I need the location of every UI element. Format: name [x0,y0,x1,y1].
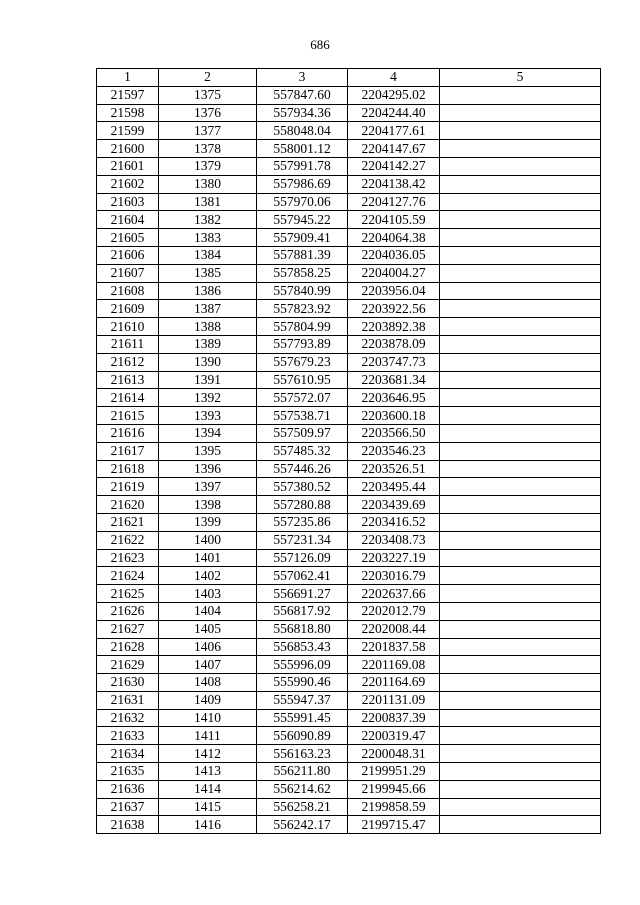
table-cell-col-3: 557793.89 [257,335,348,353]
table-cell-col-2: 1387 [159,300,257,318]
table-cell-col-5 [440,602,601,620]
table-cell-col-2: 1385 [159,264,257,282]
table-cell-col-5 [440,335,601,353]
table-cell-col-5 [440,549,601,567]
table-cell-col-5 [440,193,601,211]
table-row [97,104,601,122]
table-cell-col-2: 1395 [159,442,257,460]
table-cell-col-2: 1403 [159,585,257,603]
table-row [97,353,601,371]
table-cell-col-4: 2203016.79 [348,567,440,585]
table-cell-col-2: 1406 [159,638,257,656]
table-cell-col-4: 2204105.59 [348,211,440,229]
table-row [97,389,601,407]
table-cell-col-5 [440,531,601,549]
table-cell-col-5 [440,620,601,638]
table-cell-col-2: 1388 [159,318,257,336]
table-cell-col-4: 2203747.73 [348,353,440,371]
table-cell-col-2: 1413 [159,763,257,781]
table-cell-col-1: 21605 [97,229,159,247]
table-cell-col-5 [440,496,601,514]
table-cell-col-3: 557934.36 [257,104,348,122]
table-cell-col-2: 1397 [159,478,257,496]
table-cell-col-5 [440,763,601,781]
table-cell-col-4: 2204004.27 [348,264,440,282]
table-cell-col-1: 21620 [97,496,159,514]
table-cell-col-1: 21600 [97,140,159,158]
table-cell-col-3: 556817.92 [257,602,348,620]
table-cell-col-4: 2203227.19 [348,549,440,567]
table-row [97,442,601,460]
table-cell-col-2: 1391 [159,371,257,389]
table-cell-col-3: 557538.71 [257,407,348,425]
table-cell-col-1: 21615 [97,407,159,425]
table-cell-col-5 [440,816,601,834]
table-cell-col-2: 1415 [159,798,257,816]
table-cell-col-1: 21601 [97,157,159,175]
table-row [97,567,601,585]
table-cell-col-2: 1392 [159,389,257,407]
table-cell-col-4: 2204295.02 [348,86,440,104]
column-header-2: 2 [159,69,257,87]
table-cell-col-5 [440,246,601,264]
table-cell-col-3: 556258.21 [257,798,348,816]
table-cell-col-2: 1377 [159,122,257,140]
table-cell-col-3: 556163.23 [257,745,348,763]
table-row [97,656,601,674]
table-cell-col-3: 557485.32 [257,442,348,460]
table-row [97,585,601,603]
table-cell-col-5 [440,709,601,727]
table-cell-col-3: 557970.06 [257,193,348,211]
table-row [97,229,601,247]
table-row [97,709,601,727]
table-cell-col-3: 557509.97 [257,424,348,442]
table-cell-col-4: 2204142.27 [348,157,440,175]
table-cell-col-4: 2203439.69 [348,496,440,514]
table-header [97,69,601,87]
table-cell-col-1: 21612 [97,353,159,371]
table-cell-col-3: 556214.62 [257,780,348,798]
table-cell-col-1: 21623 [97,549,159,567]
table-cell-col-4: 2203956.04 [348,282,440,300]
table-cell-col-1: 21599 [97,122,159,140]
table-cell-col-4: 2203408.73 [348,531,440,549]
table-row [97,513,601,531]
table-row [97,620,601,638]
table-cell-col-3: 557945.22 [257,211,348,229]
table-row [97,602,601,620]
table-cell-col-4: 2204064.38 [348,229,440,247]
table-cell-col-4: 2203878.09 [348,335,440,353]
table-row [97,300,601,318]
table-cell-col-3: 557679.23 [257,353,348,371]
table-cell-col-1: 21610 [97,318,159,336]
table-row [97,674,601,692]
table-cell-col-5 [440,798,601,816]
table-cell-col-1: 21627 [97,620,159,638]
table-cell-col-4: 2204177.61 [348,122,440,140]
table-cell-col-2: 1380 [159,175,257,193]
table-cell-col-5 [440,745,601,763]
table-cell-col-1: 21631 [97,691,159,709]
table-cell-col-1: 21632 [97,709,159,727]
table-cell-col-4: 2203526.51 [348,460,440,478]
header-row [97,69,601,87]
table-row [97,246,601,264]
table-cell-col-4: 2199951.29 [348,763,440,781]
table-cell-col-3: 556242.17 [257,816,348,834]
table-cell-col-3: 555947.37 [257,691,348,709]
table-cell-col-1: 21621 [97,513,159,531]
table-cell-col-1: 21598 [97,104,159,122]
table-cell-col-4: 2204147.67 [348,140,440,158]
table-cell-col-3: 555996.09 [257,656,348,674]
table-cell-col-1: 21629 [97,656,159,674]
table-cell-col-3: 557847.60 [257,86,348,104]
table-row [97,175,601,193]
table-cell-col-4: 2203495.44 [348,478,440,496]
table-cell-col-5 [440,211,601,229]
table-cell-col-4: 2199945.66 [348,780,440,798]
table-cell-col-1: 21636 [97,780,159,798]
table-cell-col-5 [440,674,601,692]
table-cell-col-3: 557231.34 [257,531,348,549]
table-cell-col-1: 21638 [97,816,159,834]
table-body [97,86,601,833]
table-cell-col-2: 1405 [159,620,257,638]
table-cell-col-5 [440,371,601,389]
table-row [97,335,601,353]
table-cell-col-2: 1390 [159,353,257,371]
table-cell-col-5 [440,585,601,603]
table-cell-col-2: 1410 [159,709,257,727]
table-row [97,496,601,514]
table-cell-col-3: 557823.92 [257,300,348,318]
table-cell-col-4: 2204036.05 [348,246,440,264]
column-header-1: 1 [97,69,159,87]
table-cell-col-2: 1412 [159,745,257,763]
table-cell-col-4: 2203646.95 [348,389,440,407]
table-cell-col-5 [440,567,601,585]
table-cell-col-5 [440,780,601,798]
table-cell-col-4: 2199858.59 [348,798,440,816]
table-row [97,549,601,567]
table-cell-col-2: 1389 [159,335,257,353]
table-cell-col-3: 557280.88 [257,496,348,514]
table-cell-col-3: 557446.26 [257,460,348,478]
table-cell-col-1: 21597 [97,86,159,104]
table-cell-col-1: 21630 [97,674,159,692]
table-cell-col-5 [440,478,601,496]
table-cell-col-4: 2203681.34 [348,371,440,389]
table-row [97,318,601,336]
table-cell-col-2: 1386 [159,282,257,300]
table-cell-col-5 [440,157,601,175]
page-number: 686 [310,37,330,52]
table-row [97,798,601,816]
table-cell-col-2: 1414 [159,780,257,798]
column-header-3: 3 [257,69,348,87]
table-cell-col-5 [440,407,601,425]
table-cell-col-4: 2203416.52 [348,513,440,531]
table-cell-col-5 [440,513,601,531]
table-cell-col-1: 21624 [97,567,159,585]
table-cell-col-1: 21603 [97,193,159,211]
table-row [97,691,601,709]
table-cell-col-5 [440,389,601,407]
table-cell-col-3: 557991.78 [257,157,348,175]
table-cell-col-1: 21614 [97,389,159,407]
table-cell-col-5 [440,318,601,336]
table-row [97,371,601,389]
table-cell-col-2: 1399 [159,513,257,531]
table-cell-col-1: 21626 [97,602,159,620]
table-cell-col-5 [440,424,601,442]
table-cell-col-2: 1375 [159,86,257,104]
table-cell-col-3: 557804.99 [257,318,348,336]
table-cell-col-1: 21608 [97,282,159,300]
table-cell-col-4: 2200319.47 [348,727,440,745]
table-row [97,193,601,211]
table-row [97,638,601,656]
table-cell-col-3: 557062.41 [257,567,348,585]
table-cell-col-1: 21634 [97,745,159,763]
table-cell-col-4: 2203892.38 [348,318,440,336]
table-cell-col-4: 2201131.09 [348,691,440,709]
table-cell-col-4: 2203566.50 [348,424,440,442]
table-cell-col-5 [440,300,601,318]
table-row [97,727,601,745]
table-cell-col-2: 1416 [159,816,257,834]
table-cell-col-5 [440,229,601,247]
table-cell-col-5 [440,638,601,656]
table-cell-col-4: 2202008.44 [348,620,440,638]
table-cell-col-5 [440,122,601,140]
table-cell-col-3: 556818.80 [257,620,348,638]
table-cell-col-5 [440,175,601,193]
table-cell-col-4: 2200837.39 [348,709,440,727]
table-cell-col-4: 2200048.31 [348,745,440,763]
table-cell-col-1: 21635 [97,763,159,781]
table-row [97,780,601,798]
table-cell-col-3: 558048.04 [257,122,348,140]
table-row [97,763,601,781]
table-row [97,211,601,229]
table-cell-col-1: 21607 [97,264,159,282]
table-cell-col-2: 1384 [159,246,257,264]
table-cell-col-5 [440,86,601,104]
table-cell-col-1: 21609 [97,300,159,318]
table-cell-col-4: 2202637.66 [348,585,440,603]
table-cell-col-3: 556090.89 [257,727,348,745]
table-cell-col-3: 557126.09 [257,549,348,567]
table-cell-col-4: 2204127.76 [348,193,440,211]
table-cell-col-2: 1401 [159,549,257,567]
table-cell-col-1: 21613 [97,371,159,389]
table-cell-col-5 [440,104,601,122]
column-header-4: 4 [348,69,440,87]
table-cell-col-2: 1400 [159,531,257,549]
table-cell-col-2: 1393 [159,407,257,425]
column-header-5: 5 [440,69,601,87]
table-cell-col-3: 557909.41 [257,229,348,247]
table-cell-col-2: 1379 [159,157,257,175]
table-cell-col-1: 21628 [97,638,159,656]
table-row [97,816,601,834]
table-cell-col-3: 557572.07 [257,389,348,407]
table-cell-col-1: 21606 [97,246,159,264]
table-cell-col-2: 1411 [159,727,257,745]
table-cell-col-1: 21633 [97,727,159,745]
table-row [97,407,601,425]
table-row [97,424,601,442]
coordinates-table [96,68,601,834]
table-cell-col-4: 2201169.08 [348,656,440,674]
table-cell-col-4: 2201837.58 [348,638,440,656]
table-cell-col-3: 557380.52 [257,478,348,496]
table-cell-col-5 [440,460,601,478]
table-cell-col-5 [440,264,601,282]
table-cell-col-4: 2203600.18 [348,407,440,425]
table-row [97,157,601,175]
table-cell-col-2: 1398 [159,496,257,514]
table-cell-col-1: 21625 [97,585,159,603]
table-cell-col-3: 557881.39 [257,246,348,264]
table-cell-col-4: 2202012.79 [348,602,440,620]
table-cell-col-2: 1376 [159,104,257,122]
table-cell-col-1: 21611 [97,335,159,353]
table-cell-col-3: 555990.46 [257,674,348,692]
table-cell-col-4: 2203546.23 [348,442,440,460]
table-cell-col-2: 1409 [159,691,257,709]
table-row [97,531,601,549]
table-cell-col-2: 1381 [159,193,257,211]
table-row [97,86,601,104]
table-cell-col-5 [440,442,601,460]
table-cell-col-3: 558001.12 [257,140,348,158]
table-cell-col-1: 21604 [97,211,159,229]
table-cell-col-5 [440,656,601,674]
table-cell-col-3: 557858.25 [257,264,348,282]
table-cell-col-2: 1394 [159,424,257,442]
table-cell-col-4: 2201164.69 [348,674,440,692]
table-row [97,282,601,300]
table-row [97,460,601,478]
table-cell-col-1: 21616 [97,424,159,442]
table-cell-col-3: 557986.69 [257,175,348,193]
table-cell-col-1: 21637 [97,798,159,816]
table-cell-col-4: 2204138.42 [348,175,440,193]
table-cell-col-2: 1396 [159,460,257,478]
table-cell-col-3: 556691.27 [257,585,348,603]
table-row [97,478,601,496]
table-cell-col-5 [440,282,601,300]
table-cell-col-2: 1383 [159,229,257,247]
table-cell-col-5 [440,691,601,709]
table-cell-col-3: 556211.80 [257,763,348,781]
table-cell-col-5 [440,353,601,371]
table-cell-col-1: 21617 [97,442,159,460]
table-cell-col-1: 21618 [97,460,159,478]
table-cell-col-3: 555991.45 [257,709,348,727]
table-cell-col-4: 2204244.40 [348,104,440,122]
table-cell-col-4: 2203922.56 [348,300,440,318]
table-cell-col-2: 1402 [159,567,257,585]
table-cell-col-3: 556853.43 [257,638,348,656]
table-cell-col-4: 2199715.47 [348,816,440,834]
table-cell-col-2: 1404 [159,602,257,620]
table-cell-col-2: 1382 [159,211,257,229]
table-cell-col-1: 21602 [97,175,159,193]
table-cell-col-2: 1378 [159,140,257,158]
table-cell-col-1: 21622 [97,531,159,549]
table-cell-col-3: 557610.95 [257,371,348,389]
table-cell-col-2: 1407 [159,656,257,674]
table-cell-col-5 [440,140,601,158]
table-cell-col-1: 21619 [97,478,159,496]
table-cell-col-3: 557235.86 [257,513,348,531]
table-cell-col-2: 1408 [159,674,257,692]
table-row [97,140,601,158]
table-row [97,745,601,763]
table-row [97,122,601,140]
table-cell-col-3: 557840.99 [257,282,348,300]
table-row [97,264,601,282]
table-cell-col-5 [440,727,601,745]
